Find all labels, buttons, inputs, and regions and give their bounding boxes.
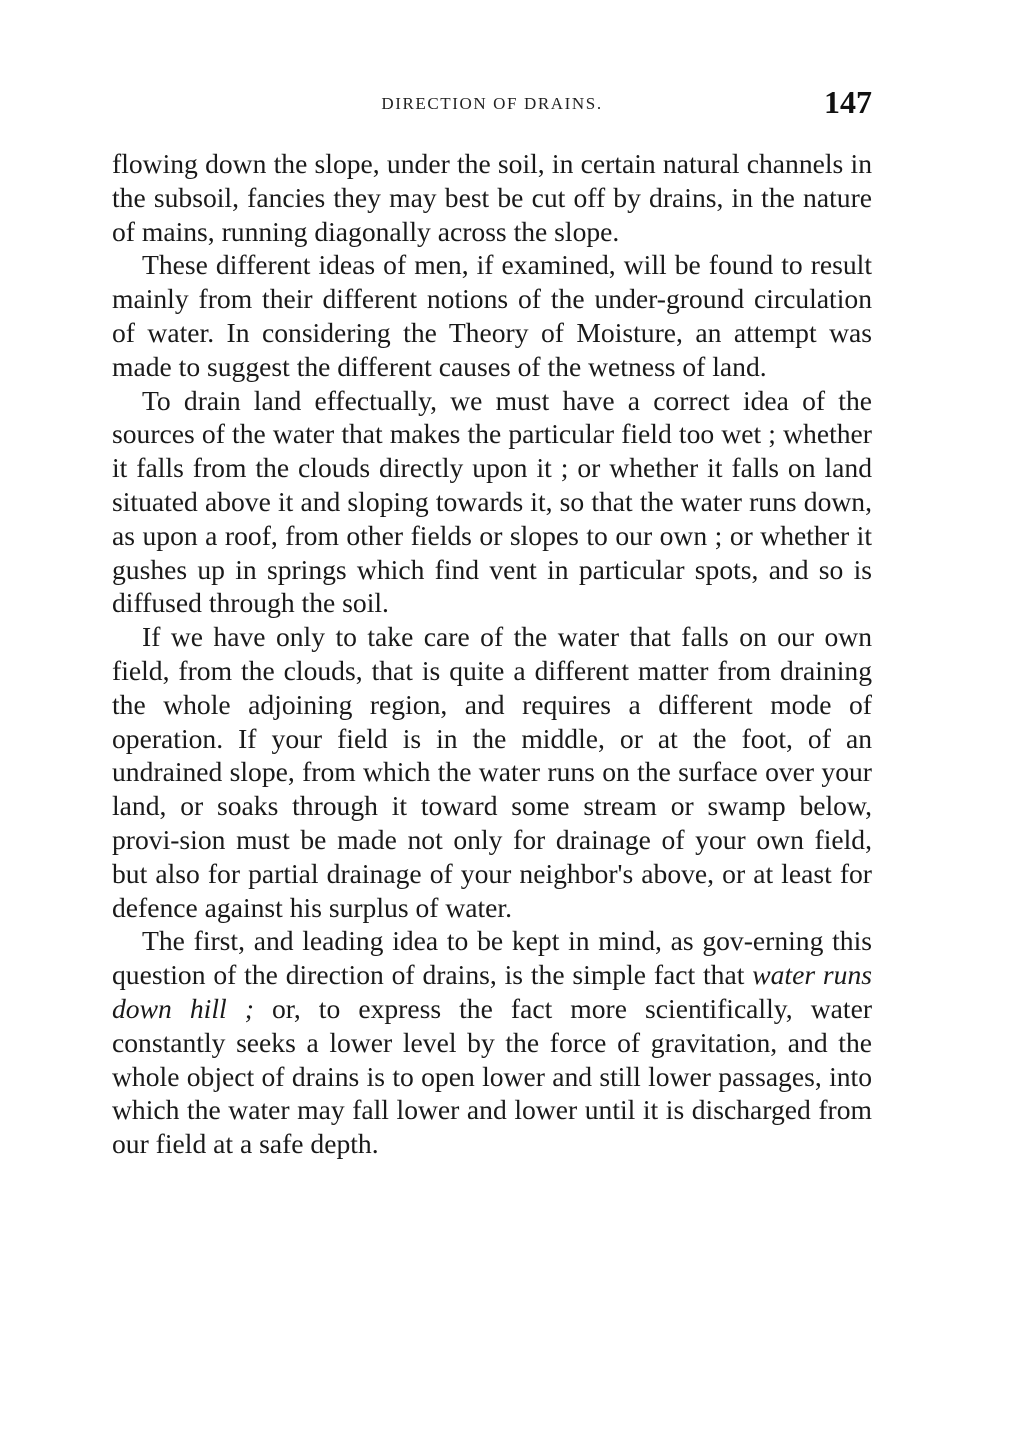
body-text [112, 147, 872, 1161]
leading-idea-text-before: The first, and leading idea to be kept in mind, as gov-erning this question of the direction of drains, is the simple fact that [112, 925, 872, 991]
running-head [112, 84, 872, 124]
paragraph-different-ideas: These different ideas of men, if examined, will be found to result mainly from their different notions of the under-ground circulation of water. In considering the Theory of Moisture, an attempt was made to suggest the different causes of the wetness of land. [112, 249, 872, 382]
paragraph-drain-effectually: To drain land effectually, we must have a correct idea of the sources of the water that makes the particular field too wet ; whether it falls from the clouds directly upon it ; or whether it falls on land situated above it and sloping towards it, so that the water runs down, as upon a roof, from other fields or slopes to our own ; or whether it gushes up in springs which find vent in particular spots, and so is diffused through the soil. [112, 384, 872, 619]
leading-idea-emphasis: water runs down hill ; [112, 959, 872, 1024]
paragraph-own-field: If we have only to take care of the water that falls on our own field, from the clouds, that is quite a different matter from draining the whole adjoining region, and requires a different mode of operation. If your field is in the middle, or at the foot, of an undrained slope, from which the water runs on the surface over your land, or soaks through it toward some stream or swamp below, provi-sion must be made not only for drainage of your own field, but also for partial drainage of your neighbor's above, or at least for defence against his surplus of water. [112, 621, 872, 923]
running-title: DIRECTION OF DRAINS. [381, 94, 603, 113]
leading-idea-text-after: or, to express the fact more scientifically, water constantly seeks a lower level by the force of gravitation, and the whole object of drains is to open lower and still lower passages, into which the water may fall lower and lower until it is discharged from our field at a safe depth. [112, 992, 873, 1160]
paragraph-leading-idea [112, 924, 872, 1161]
paragraph-continuation: flowing down the slope, under the soil, in certain natural channels in the subsoil, fancies they may best be cut off by drains, in the nature of mains, running diagonally across the slope. [112, 148, 872, 247]
page-number: 147 [824, 84, 872, 120]
